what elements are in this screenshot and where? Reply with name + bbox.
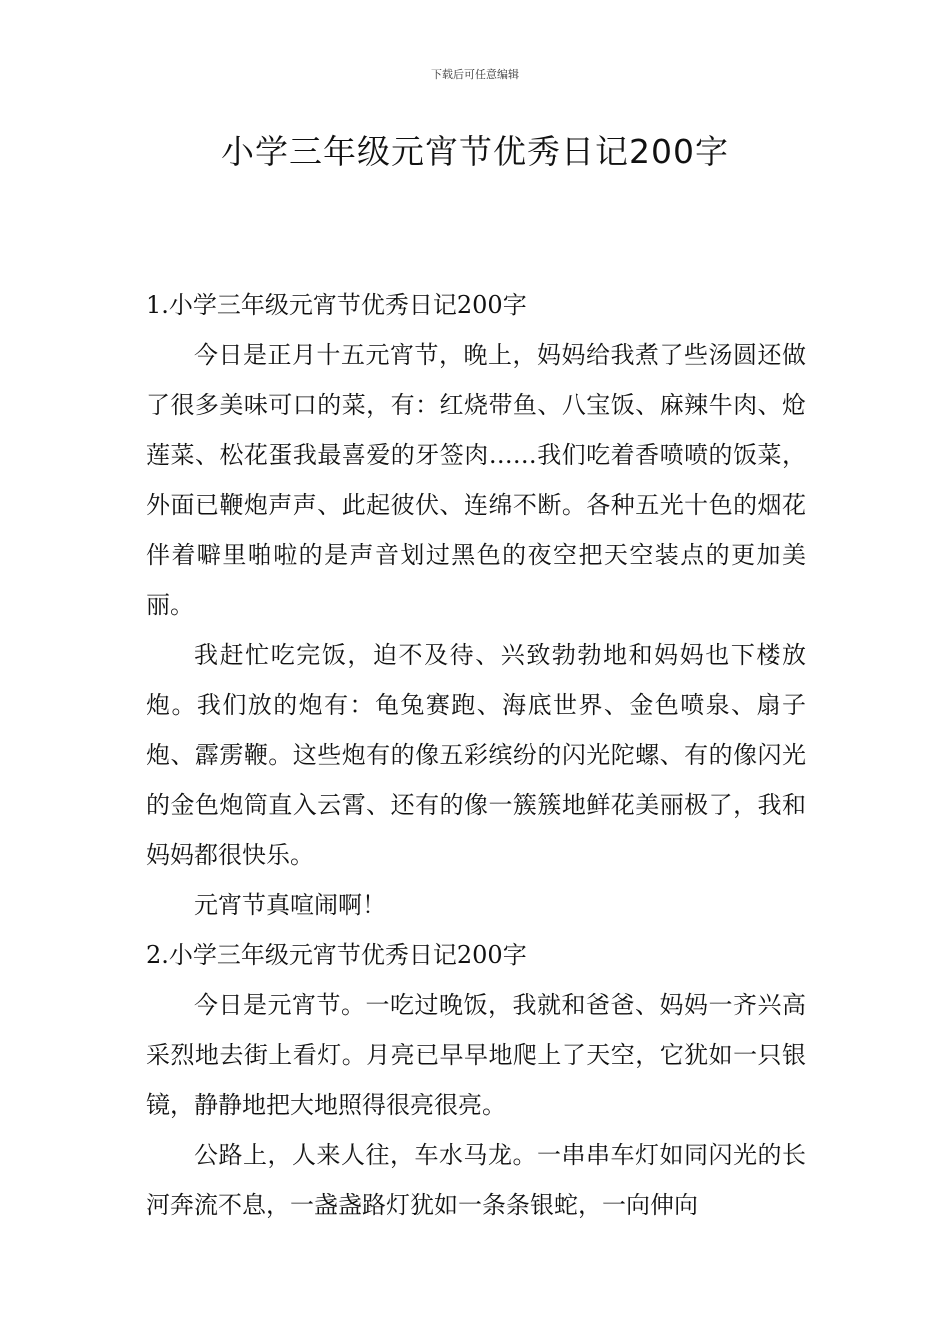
document-title: 小学三年级元宵节优秀日记200字 [221,132,729,171]
header-note: 下载后可任意编辑 [431,68,519,81]
document-body [146,280,806,1230]
section-1 [146,280,806,930]
paragraph: 今日是正月十五元宵节，晚上，妈妈给我煮了些汤圆还做了很多美味可口的菜，有：红烧带鱼、八宝饭、麻辣牛肉、炝莲菜、松花蛋我最喜爱的牙签肉……我们吃着香喷喷的饭菜，外面已鞭炮声声、此起彼伏、连绵不断。各种五光十色的烟花伴着噼里啪啦的是声音划过黑色的夜空把天空装点的更加美丽。 [146,341,806,619]
paragraph: 我赶忙吃完饭，迫不及待、兴致勃勃地和妈妈也下楼放炮。我们放的炮有：龟兔赛跑、海底世界、金色喷泉、扇子炮、霹雳鞭。这些炮有的像五彩缤纷的闪光陀螺、有的像闪光的金色炮筒直入云霄、还有的像一簇簇地鲜花美丽极了，我和妈妈都很快乐。 [146,641,806,869]
paragraph: 元宵节真喧闹啊！ [194,891,386,919]
paragraph: 公路上，人来人往，车水马龙。一串串车灯如同闪光的长河奔流不息，一盏盏路灯犹如一条条银蛇，一向伸向 [146,1141,806,1219]
paragraph: 今日是元宵节。一吃过晚饭，我就和爸爸、妈妈一齐兴高采烈地去街上看灯。月亮已早早地爬上了天空，它犹如一只银镜，静静地把大地照得很亮很亮。 [146,991,806,1119]
section-heading: 1.小学三年级元宵节优秀日记200字 [146,291,527,319]
section-heading: 2.小学三年级元宵节优秀日记200字 [146,941,527,969]
section-2 [146,930,806,1230]
